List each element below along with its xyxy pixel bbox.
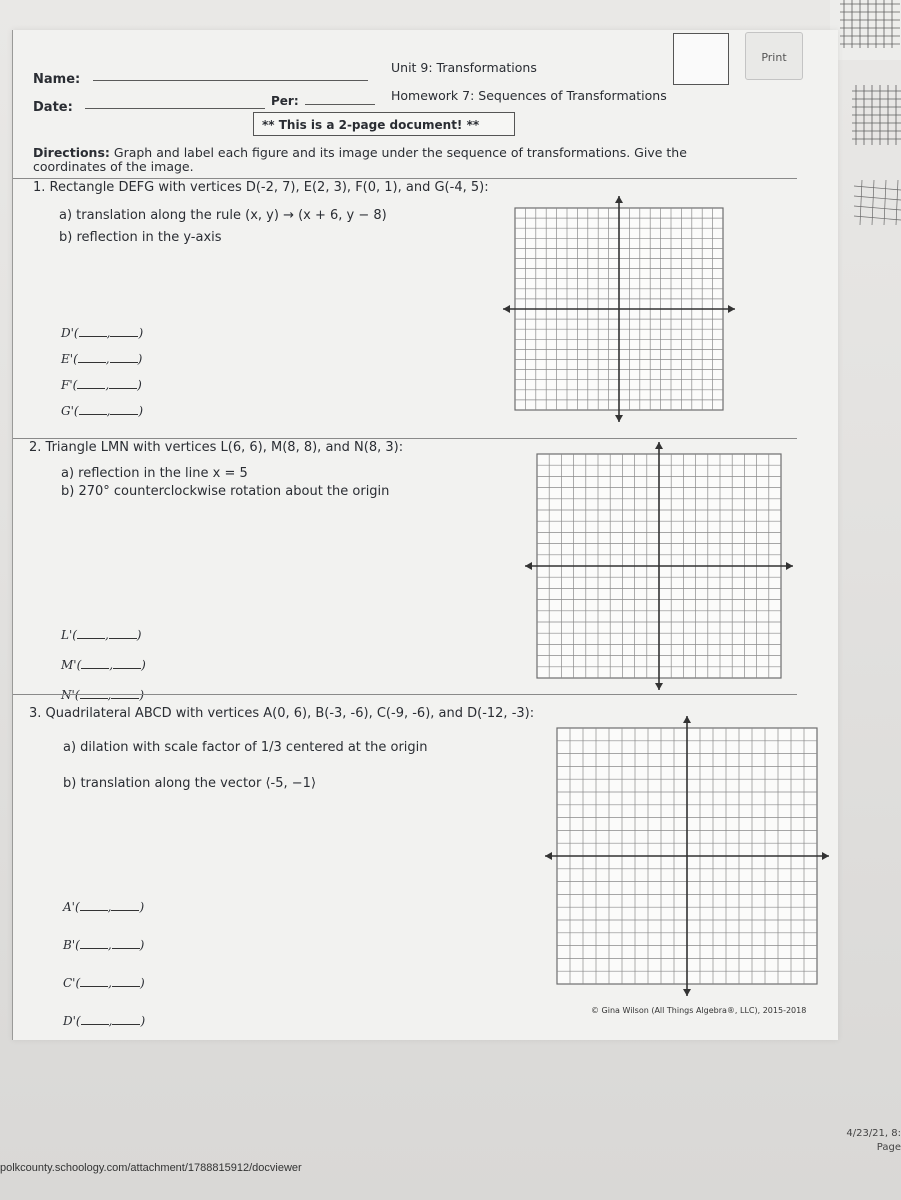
problem-2-answers	[61, 628, 146, 718]
answer-label: G'	[61, 404, 74, 418]
directions-text: Graph and label each figure and its image under the sequence of transformations. Give the coordinates of the image.	[33, 145, 687, 174]
answer-x-field[interactable]	[79, 405, 107, 415]
problem-3-number: 3.	[29, 706, 42, 721]
answer-x-field[interactable]	[81, 659, 109, 669]
answer-y-field[interactable]	[113, 659, 141, 669]
answer-x-field[interactable]	[80, 939, 108, 949]
problem-1-number: 1.	[33, 180, 46, 195]
problem-1-text: Rectangle DEFG with vertices D(-2, 7), E(2, 3), F(0, 1), and G(-4, 5):	[49, 180, 489, 195]
axis-arrow-icon	[615, 196, 623, 203]
answer-x-field[interactable]	[78, 353, 106, 363]
two-page-note: ** This is a 2-page document! **	[262, 118, 480, 132]
answer-label: E'	[61, 352, 74, 366]
answer-row: E'( , )	[61, 352, 143, 366]
axis-arrow-icon	[683, 989, 691, 996]
answer-label: N'	[61, 688, 75, 702]
answer-y-field[interactable]	[110, 405, 138, 415]
background-paper-grid	[850, 180, 901, 230]
axis-arrow-icon	[525, 562, 532, 570]
axis-arrow-icon	[615, 415, 623, 422]
grid-svg	[501, 194, 737, 424]
print-button[interactable]: Print	[745, 32, 803, 80]
worksheet-page	[12, 30, 838, 1040]
problem-2-statement	[29, 440, 403, 455]
answer-row: L'( , )	[61, 628, 142, 642]
period-label: Per:	[271, 94, 299, 108]
answer-y-field[interactable]	[112, 977, 140, 987]
date-field[interactable]	[85, 108, 265, 109]
answer-y-field[interactable]	[110, 353, 138, 363]
note-box	[253, 112, 515, 136]
answer-label: F'	[61, 378, 73, 392]
axis-arrow-icon	[786, 562, 793, 570]
answer-label: B'	[63, 938, 76, 952]
answer-row: B'( , )	[63, 938, 145, 952]
answer-label: A'	[63, 900, 75, 914]
axis-arrow-icon	[822, 852, 829, 860]
answer-x-field[interactable]	[77, 379, 105, 389]
page-label: Page	[876, 1142, 901, 1153]
answer-y-field[interactable]	[111, 901, 139, 911]
directions-label: Directions:	[33, 145, 110, 160]
problem-3-answers	[63, 900, 145, 1052]
axis-arrow-icon	[655, 442, 663, 449]
answer-y-field[interactable]	[110, 327, 138, 337]
answer-x-field[interactable]	[80, 977, 108, 987]
problem-1-answers	[61, 326, 143, 430]
answer-x-field[interactable]	[79, 327, 107, 337]
homework-title: Homework 7: Sequences of Transformations	[391, 88, 667, 103]
problem-3-part-b: b) translation along the vector ⟨-5, −1⟩	[63, 776, 317, 791]
answer-label: L'	[61, 628, 73, 642]
axis-arrow-icon	[655, 683, 663, 690]
name-field[interactable]	[93, 80, 368, 81]
copyright: © Gina Wilson (All Things Algebra®, LLC), 2015-2018	[591, 1006, 807, 1015]
coordinate-grid-3[interactable]	[543, 714, 831, 998]
answer-y-field[interactable]	[112, 939, 140, 949]
score-box	[673, 33, 729, 85]
answer-row: A'( , )	[63, 900, 145, 914]
axis-arrow-icon	[728, 305, 735, 313]
grid-svg	[523, 440, 795, 692]
axis-arrow-icon	[683, 716, 691, 723]
answer-label: D'	[63, 1014, 76, 1028]
coordinate-grid-2[interactable]	[523, 440, 795, 692]
answer-y-field[interactable]	[112, 1015, 140, 1025]
name-label: Name:	[33, 72, 81, 87]
answer-y-field[interactable]	[109, 379, 137, 389]
problem-3-part-a: a) dilation with scale factor of 1/3 centered at the origin	[63, 740, 428, 755]
problem-2-part-a: a) reflection in the line x = 5	[61, 466, 248, 481]
unit-title: Unit 9: Transformations	[391, 60, 537, 75]
axis-arrow-icon	[545, 852, 552, 860]
answer-label: M'	[61, 658, 77, 672]
divider	[13, 438, 797, 439]
answer-x-field[interactable]	[77, 629, 105, 639]
answer-label: D'	[61, 326, 74, 340]
answer-row: D'( , )	[63, 1014, 146, 1028]
problem-2-number: 2.	[29, 440, 42, 455]
period-field[interactable]	[305, 104, 375, 105]
answer-x-field[interactable]	[80, 901, 108, 911]
answer-label: C'	[63, 976, 76, 990]
divider	[13, 694, 797, 695]
answer-row: M'( , )	[61, 658, 146, 672]
print-date: 4/23/21, 8:	[846, 1128, 901, 1139]
axis-arrow-icon	[503, 305, 510, 313]
background-paper-grid	[848, 85, 901, 165]
answer-row: C'( , )	[63, 976, 145, 990]
answer-row: N'( , )	[61, 688, 145, 702]
grid-svg	[543, 714, 831, 998]
problem-3-statement	[29, 706, 534, 721]
answer-x-field[interactable]	[81, 1015, 109, 1025]
problem-3-text: Quadrilateral ABCD with vertices A(0, 6), B(-3, -6), C(-9, -6), and D(-12, -3):	[45, 706, 535, 721]
problem-1-part-b: b) reflection in the y-axis	[59, 230, 222, 245]
answer-row: G'( , )	[61, 404, 144, 418]
problem-2-part-b: b) 270° counterclockwise rotation about the origin	[61, 484, 390, 499]
page-url: polkcounty.schoology.com/attachment/1788815912/docviewer	[0, 1162, 302, 1174]
problem-2-text: Triangle LMN with vertices L(6, 6), M(8, 8), and N(8, 3):	[45, 440, 404, 455]
answer-row: D'( , )	[61, 326, 144, 340]
coordinate-grid-1[interactable]	[501, 194, 737, 424]
problem-1-statement	[33, 180, 489, 195]
background-paper-grid	[830, 0, 901, 60]
directions	[33, 146, 723, 174]
answer-y-field[interactable]	[109, 629, 137, 639]
problem-1-part-a: a) translation along the rule (x, y) → (x + 6, y − 8)	[59, 208, 387, 223]
divider	[13, 178, 797, 179]
date-label: Date:	[33, 100, 73, 115]
answer-row: F'( , )	[61, 378, 142, 392]
